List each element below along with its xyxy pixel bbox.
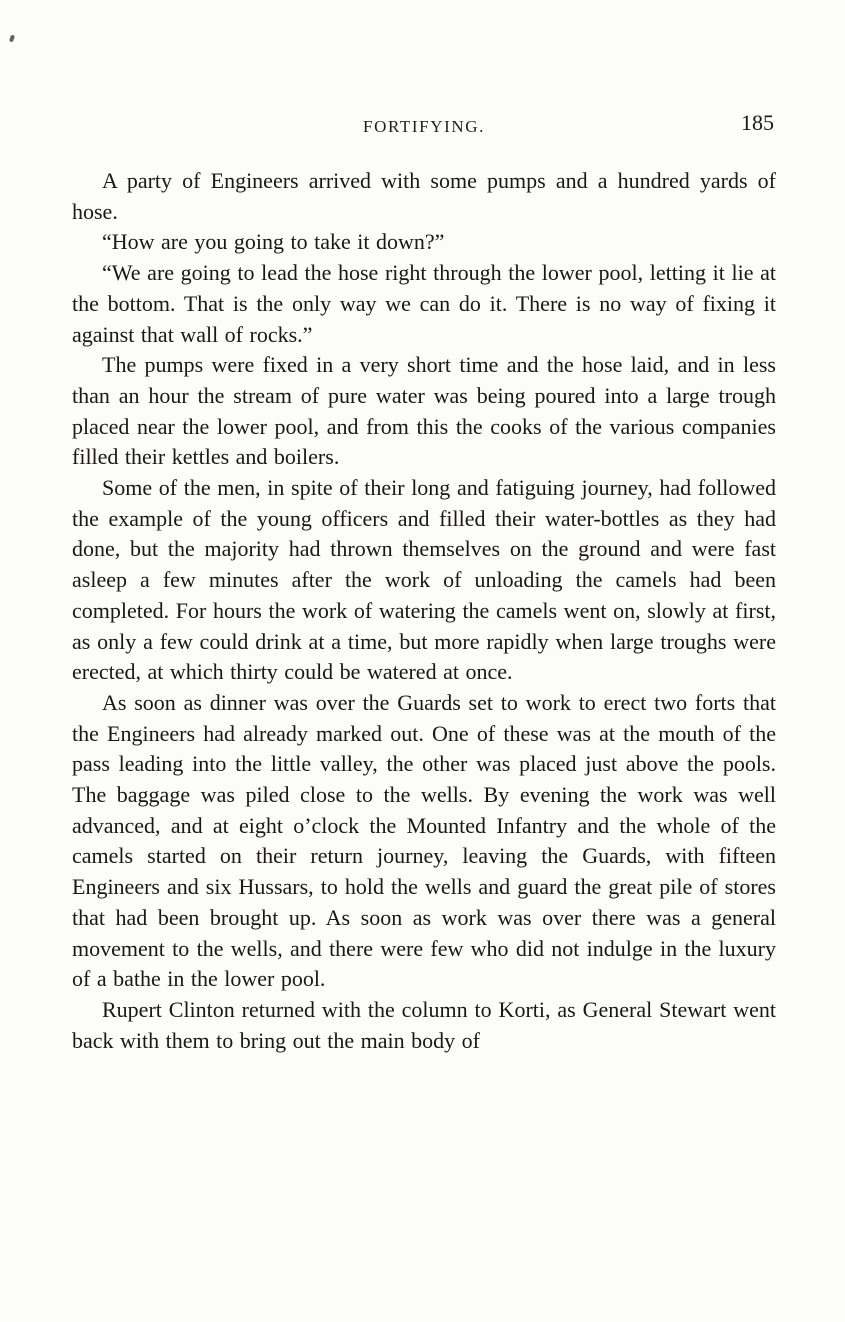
body-text <box>72 166 776 1056</box>
page-content <box>72 110 776 1056</box>
scan-artifact <box>9 35 15 43</box>
paragraph: Some of the men, in spite of their long and fatiguing journey, had followed the example of the young officers and filled their water-bottles as they had done, but the majority had thrown themselves on the ground and were fast asleep a few minutes after the work of unloading the camels had been completed. For hours the work of watering the camels went on, slowly at first, as only a few could drink at a time, but more rapidly when large troughs were erected, at which thirty could be watered at once. <box>72 475 776 685</box>
paragraph: “How are you going to take it down?” <box>102 229 445 255</box>
paragraph: “We are going to lead the hose right through the lower pool, letting it lie at the bottom. That is the only way we can do it. There is no way of fixing it against that wall of rocks.” <box>72 260 776 347</box>
paragraph: As soon as dinner was over the Guards set to work to erect two forts that the Engineers had already marked out. One of these was at the mouth of the pass leading into the little valley, the other was placed just above the pools. The baggage was piled close to the wells. By evening the work was well advanced, and at eight o’clock the Mounted Infantry and the whole of the camels started on their return journey, leaving the Guards, with fifteen Engineers and six Hussars, to hold the wells and guard the great pile of stores that had been brought up. As soon as work was over there was a general movement to the wells, and there were few who did not indulge in the luxury of a bathe in the lower pool. <box>72 689 776 992</box>
chapter-running-title: FORTIFYING. <box>363 117 485 136</box>
paragraph: The pumps were fixed in a very short time and the hose laid, and in less than an hour the stream of pure water was being poured into a large trough placed near the lower pool, and from this the cooks of the various companies filled their kettles and boilers. <box>72 352 776 470</box>
paragraph: A party of Engineers arrived with some pumps and a hundred yards of hose. <box>72 168 776 224</box>
paragraph: Rupert Clinton returned with the column to Korti, as General Stewart went back with them to bring out the main body of <box>72 996 776 1053</box>
page-number: 185 <box>741 110 774 135</box>
running-header <box>72 110 776 144</box>
